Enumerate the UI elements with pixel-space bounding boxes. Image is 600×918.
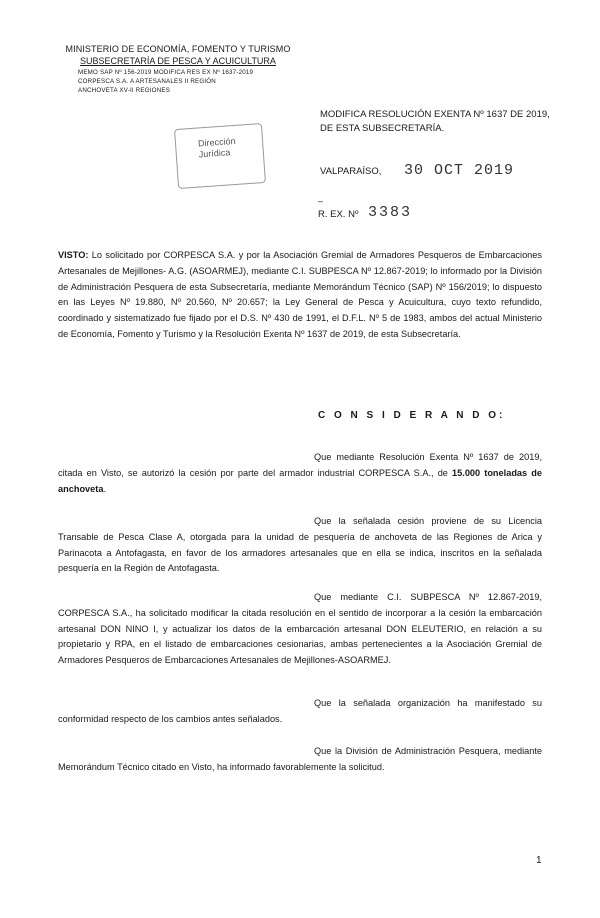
stamp-line-2: Jurídica <box>198 147 231 160</box>
legal-stamp <box>174 123 266 189</box>
letterhead <box>58 44 298 95</box>
considerando-heading: C O N S I D E R A N D O: <box>318 410 506 421</box>
visto-text: Lo solicitado por CORPESCA S.A. y por la Asociación Gremial de Armadores Pesqueros de Embarcaciones Artesanales de Mejillones- A.G. (ASOARMEJ), mediante C.I. SUBPESCA Nº 12.867-2019; lo informado por la División de Administración Pesquera de esta Subsecretaría, mediante Memorándum Técnico (SAP) Nº 156/2019; lo dispuesto en las Leyes Nº 19.880, Nº 20.560, Nº 20.657; la Ley General de Pesca y Acuicultura, cuyo texto refundido, coordinado y sistematizado fue fijado por el D.S. Nº 430 de 1991, el D.F.L. Nº 5 de 1983, ambos del actual Ministerio de Economía, Fomento y Turismo y la Resolución Exenta Nº 1637 de 2019, de esta Subsecretaría. <box>58 250 542 339</box>
visto-label: VISTO: <box>58 250 89 260</box>
stamp-line-1: Dirección <box>197 135 236 149</box>
paragraph-solicitud: Que mediante C.I. SUBPESCA Nº 12.867-2019, CORPESCA S.A., ha solicitado modificar la citada resolución en el sentido de incorporar a la cesión la embarcación artesanal DON NINO I, y actualizar los datos de la embarcación artesanal DON ELEUTERIO, en relación a su propietario y RPA, en el listado de embarcaciones cesionarias, ambas pertenecientes a la Asociación Gremial de Armadores Pesqueros de Embarcaciones Artesanales de Mejillones-ASOARMEJ. <box>58 592 542 666</box>
visto-paragraph <box>58 248 542 343</box>
page-number: 1 <box>536 855 542 866</box>
rex-label: R. EX. Nº <box>318 209 359 220</box>
place-label: VALPARAÍSO, <box>320 166 382 177</box>
paragraph-licencia: Que la señalada cesión proviene de su Licencia Transable de Pesca Clase A, otorgada para la unidad de pesquería de anchoveta de las Regiones de Arica y Parinacota a Antofagasta, en favor de los armadores artesanales que en ella se indica, inscritos en la señalada pesquería en la Región de Antofagasta. <box>58 516 542 574</box>
paragraph-cesion-text: Que mediante Resolución Exenta Nº 1637 de 2019, citada en Visto, se autorizó la cesión por parte del armador industrial CORPESCA S.A., de <box>58 452 542 478</box>
ministry-name: MINISTERIO DE ECONOMÍA, FOMENTO Y TURISMO <box>65 44 291 54</box>
subsecretaria-name: SUBSECRETARÍA DE PESCA Y ACUICULTURA <box>80 56 276 66</box>
paragraph-conformidad: Que la señalada organización ha manifestado su conformidad respecto de los cambios antes señalados. <box>58 698 542 724</box>
paragraph-cesion <box>58 450 542 497</box>
ref-line-1: MEMO SAP Nº 156-2019 MODIFICA RES EX Nº 1637-2019 <box>78 69 254 76</box>
paragraph-cesion-end: . <box>103 483 107 494</box>
tonnage: 15.000 toneladas de anchoveta <box>58 467 542 494</box>
rex-number: 3383 <box>368 204 413 221</box>
paragraph-informe: Que la División de Administración Pesquera, mediante Memorándum Técnico citado en Visto, ha informado favorablemente la solicitud. <box>58 746 542 772</box>
date-stamp: 30 OCT 2019 <box>404 162 515 179</box>
resolution-reference: MODIFICA RESOLUCIÓN EXENTA Nº 1637 DE 2019, DE ESTA SUBSECRETARÍA. <box>320 109 550 134</box>
dash-mark: – <box>318 196 324 206</box>
ref-line-3: ANCHOVETA XV-II REGIONES <box>78 87 171 94</box>
ref-line-2: CORPESCA S.A. A ARTESANALES II REGIÓN <box>78 78 216 85</box>
